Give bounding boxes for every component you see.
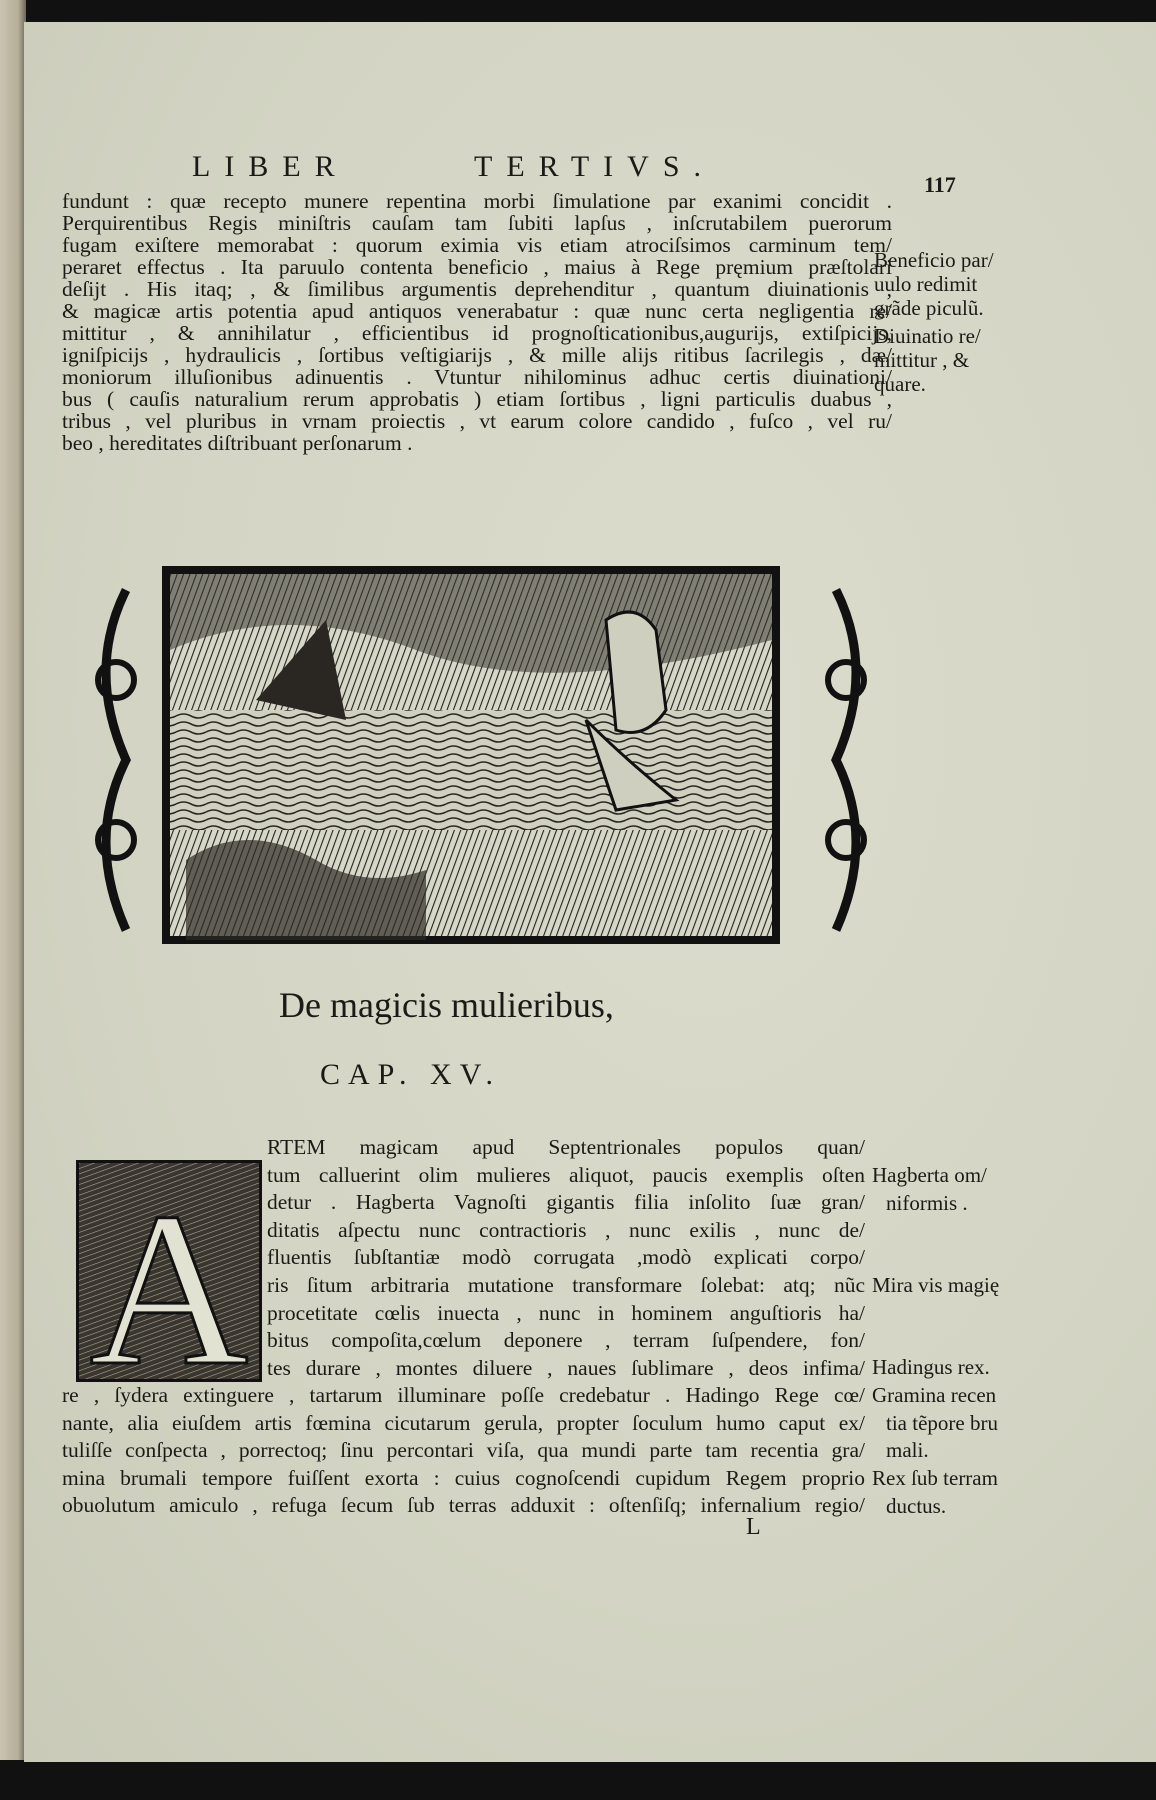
- margin-note: [874, 324, 981, 396]
- margin-note-line: grãde piculũ.: [874, 296, 984, 320]
- text-line: moniorum illuſionibus adinuentis . Vtuntur nihilominus adhuc certis diuinationi/: [62, 365, 892, 389]
- text-line: procetitate cœlis inuecta , nunc in hominem anguſtioris ha/: [267, 1300, 865, 1325]
- text-line: deſijt . His itaq; , & ſimilibus argumentis deprehenditur , quantum diuinationis ,: [62, 277, 892, 301]
- text-line: mina brumali tempore fuiſſent exorta : cuius cognoſcendi cupidum Regem proprio: [62, 1465, 865, 1490]
- page-number: 117: [924, 172, 956, 197]
- text-line: tuliſſe conſpecta , porrectoq; ſinu percontari viſa, qua mundi parte tam recentia gra/: [62, 1438, 865, 1463]
- margin-note-line: mittitur , &: [874, 348, 970, 372]
- margin-note-line: uulo redimit: [874, 272, 978, 296]
- text-line: tes durare , montes diluere , naues ſublimare , deos infima/: [267, 1355, 865, 1380]
- text-line: re , ſydera extinguere , tartarum illuminare poſſe credebatur . Hadingo Rege cœ/: [62, 1383, 865, 1407]
- margin-note-line: Diuinatio re/: [874, 324, 981, 348]
- margin-note-line: quare.: [874, 372, 926, 396]
- running-head-left: LIBER: [192, 150, 349, 183]
- top-paragraph: [62, 190, 892, 454]
- text-line: Perquirentibus Regis miniſtris cauſam tam ſubiti lapſus , inſcrutabilem puerorum: [62, 211, 892, 235]
- margin-note-line: Rex ſub terram: [872, 1466, 998, 1490]
- body-paragraph-indented: [267, 1134, 865, 1382]
- margin-note-line: Gramina recen: [872, 1383, 997, 1407]
- adjacent-page-edge: [0, 0, 26, 1760]
- margin-note: [872, 1382, 998, 1465]
- text-line: beo , hereditates diſtribuant perſonarum .: [62, 431, 413, 455]
- text-line: igniſpicijs , hydraulicis , ſortibus veſtigiarijs , & mille alijs ritibus ſacrilegis , dæ/: [62, 343, 892, 367]
- ornament-left: [106, 590, 126, 930]
- text-line: RTEM magicam apud Septentrionales populos quan/: [267, 1135, 865, 1159]
- body-paragraph: [62, 1382, 865, 1520]
- text-line: tribus , vel pluribus in vrnam proiectis , vt earum colore candido , fuſco , vel ru/: [62, 409, 892, 433]
- text-line: mittitur , & annihilatur , efficientibus id prognoſticationibus,augurijs, extiſpicijs,: [62, 321, 892, 345]
- witch-figure: [606, 612, 666, 733]
- margin-note-line: mali.: [886, 1438, 929, 1463]
- text-line: fugam exiſtere memorabat : quorum eximia vis etiam atrociſsimos carminum tem/: [62, 233, 892, 257]
- margin-note: [872, 1465, 998, 1520]
- text-line: peraret effectus . Ita paruulo contenta beneficio , maius à Rege pręmium præſtolari: [62, 255, 892, 279]
- signature-mark: L: [746, 1514, 761, 1540]
- chapter-title: De magicis mulieribus,: [279, 985, 614, 1025]
- margin-note: [872, 1162, 987, 1217]
- margin-note-line: ductus.: [886, 1493, 947, 1518]
- text-line: ditatis aſpectu nunc contractioris , nunc exilis , nunc de/: [267, 1217, 865, 1242]
- margin-note-line: Hadingus rex.: [872, 1355, 990, 1379]
- margin-note-line: Beneficio par/: [874, 248, 994, 272]
- chapter-number: CAP. XV.: [320, 1058, 501, 1091]
- ornament-right: [836, 590, 856, 930]
- text-line: fundunt : quæ recepto munere repentina morbi ſimulatione par exanimi concidit .: [62, 189, 892, 213]
- text-line: ris ſitum arbitraria mutatione transformare ſolebat: atq; nũc: [267, 1272, 865, 1297]
- drop-cap-letter: A: [89, 1167, 249, 1379]
- text-line: nante, alia eiuſdem artis fœmina cicutarum gerula, propter ſoculum humo caput ex/: [62, 1410, 865, 1435]
- text-line: bitus compoſita,cœlum deponere , terram ſuſpendere, fon/: [267, 1328, 865, 1353]
- book-page: [24, 22, 1156, 1762]
- text-line: & magicæ artis potentia apud antiquos venerabatur : quæ nunc certa negligentia re/: [62, 299, 892, 323]
- margin-note: [872, 1272, 999, 1300]
- text-line: tum calluerint olim mulieres aliquot, paucis exemplis oſten: [267, 1162, 865, 1187]
- margin-note-line: tia tẽpore bru: [886, 1410, 998, 1435]
- margin-note-line: Mira vis magię: [872, 1273, 1000, 1297]
- margin-note-line: niformis .: [886, 1190, 968, 1215]
- text-line: detur . Hagberta Vagnoſti gigantis filia inſolito ſuæ gran/: [267, 1190, 865, 1215]
- margin-note-line: Hagberta om/: [872, 1163, 987, 1187]
- margin-note: [872, 1354, 990, 1382]
- woodcut-illustration: [86, 560, 876, 960]
- text-line: bus ( cauſis naturalium rerum approbatis ) etiam ſortibus , ligni particulis duabus ,: [62, 387, 892, 411]
- margin-note: [874, 248, 994, 320]
- drop-cap-woodcut: [76, 1160, 262, 1382]
- running-head-right: TERTIVS.: [474, 150, 716, 183]
- text-line: fluentis ſubſtantiæ modò corrugata ,modò explicati corpo/: [267, 1245, 865, 1270]
- text-line: obuolutum amiculo , refuga ſecum ſub terras adduxit : oſtenſiſq; infernalium regio/: [62, 1493, 865, 1518]
